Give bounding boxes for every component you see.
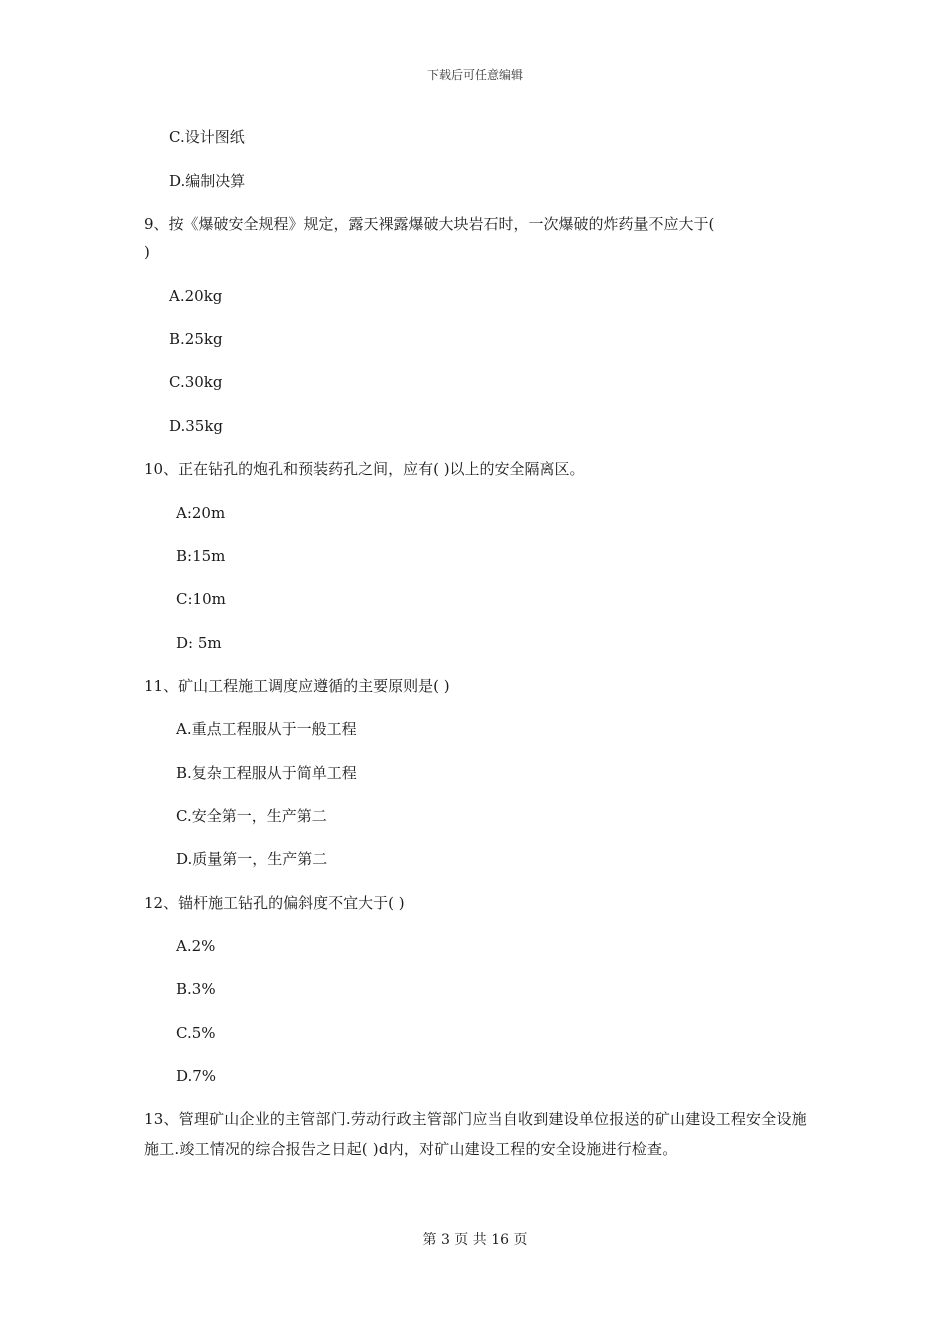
q11-question: 11、矿山工程施工调度应遵循的主要原则是( ) bbox=[144, 677, 450, 695]
q11-option-b: B.复杂工程服从于简单工程 bbox=[176, 764, 357, 782]
q9-option-b: B.25kg bbox=[169, 330, 223, 348]
q10-option-b: B:15m bbox=[176, 547, 226, 565]
q11-option-d: D.质量第一，生产第二 bbox=[176, 850, 328, 868]
q9-question-line2: ) bbox=[144, 243, 150, 261]
q9-option-d: D.35kg bbox=[169, 417, 224, 435]
q10-question: 10、正在钻孔的炮孔和预装药孔之间，应有( )以上的安全隔离区。 bbox=[144, 460, 585, 478]
q12-option-b: B.3% bbox=[176, 980, 216, 998]
q9-question-line1: 9、按《爆破安全规程》规定，露天裸露爆破大块岩石时，一次爆破的炸药量不应大于( bbox=[144, 215, 715, 233]
page-footer: 第 3 页 共 16 页 bbox=[422, 1232, 528, 1248]
q9-option-a: A.20kg bbox=[169, 287, 223, 305]
q10-option-d: D: 5m bbox=[176, 634, 222, 652]
q12-question: 12、锚杆施工钻孔的偏斜度不宜大于( ) bbox=[144, 894, 405, 912]
q11-option-a: A.重点工程服从于一般工程 bbox=[176, 720, 357, 738]
q12-option-d: D.7% bbox=[176, 1067, 217, 1085]
q11-option-c: C.安全第一，生产第二 bbox=[176, 807, 327, 825]
q8-option-c: C.设计图纸 bbox=[169, 128, 245, 146]
q10-option-c: C:10m bbox=[176, 590, 226, 608]
q12-option-c: C.5% bbox=[176, 1024, 216, 1042]
q8-option-d: D.编制决算 bbox=[169, 172, 246, 190]
q13-question: 13、管理矿山企业的主管部门.劳动行政主管部门应当自收到建设单位报送的矿山建设工程安全设施施工.竣工情况的综合报告之日起( )d内，对矿山建设工程的安全设施进行检查。 bbox=[144, 1110, 807, 1158]
page-header: 下载后可任意编辑 bbox=[426, 68, 523, 82]
q9-option-c: C.30kg bbox=[169, 373, 223, 391]
q10-option-a: A:20m bbox=[176, 504, 226, 522]
q12-option-a: A.2% bbox=[176, 937, 216, 955]
